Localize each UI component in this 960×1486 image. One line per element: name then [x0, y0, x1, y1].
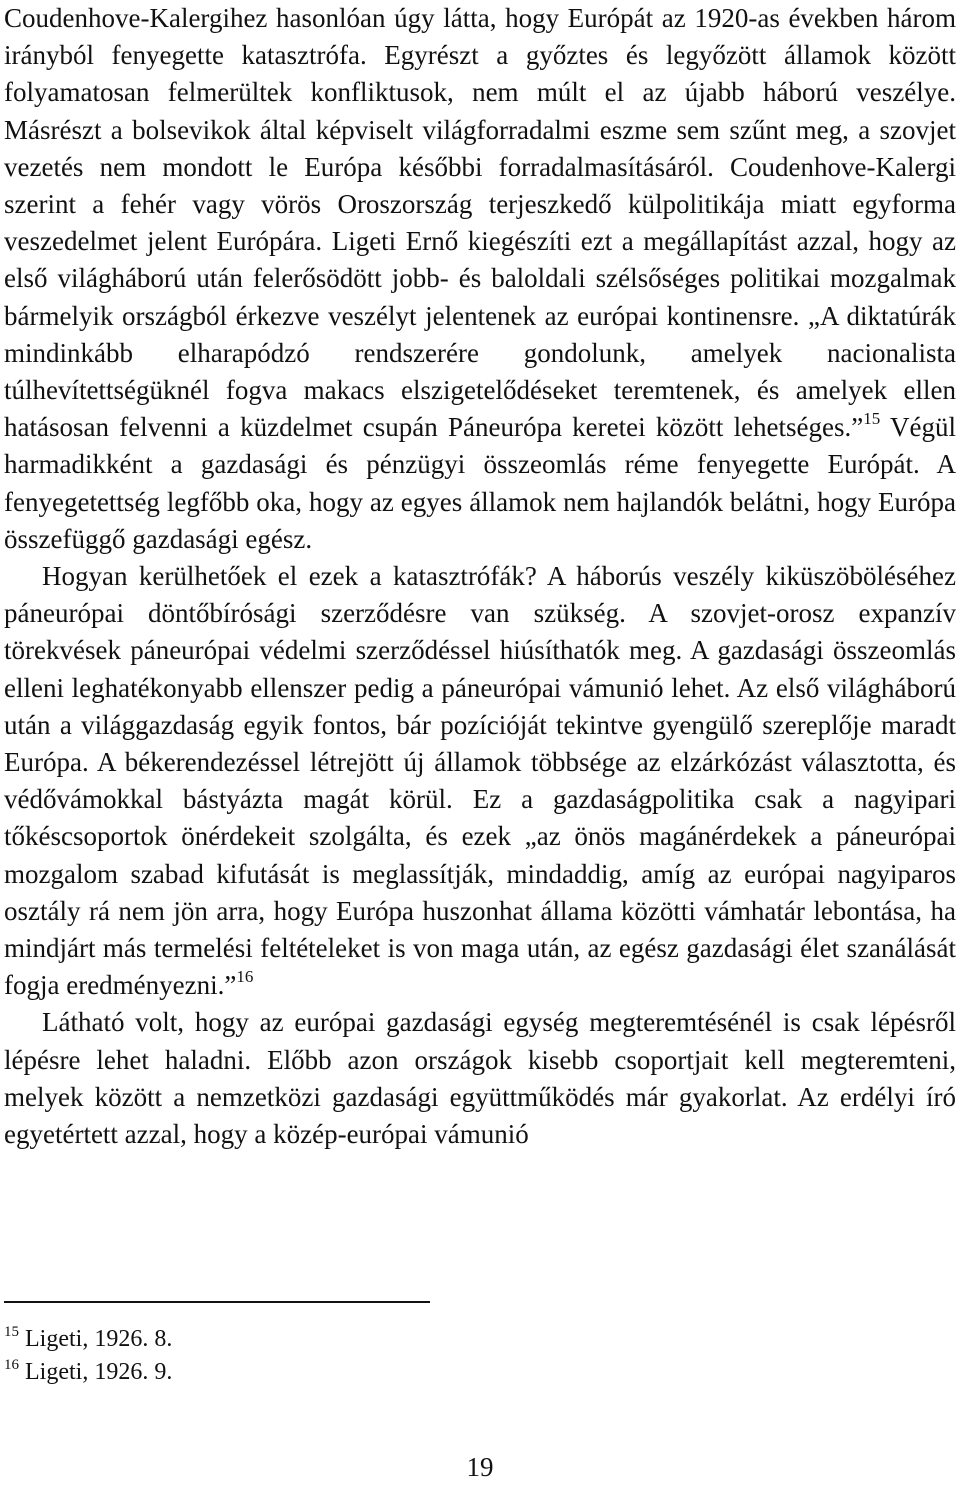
footnote-number: 16 [4, 1357, 19, 1373]
footnotes [4, 1323, 704, 1389]
paragraph [4, 1004, 956, 1153]
paragraph-text: Hogyan kerülhetőek el ezek a katasztrófák? A háborús veszély kiküszöböléséhez páneurópai döntőbírósági szerződésre van szükség. A szovjet-orosz expanzív törekvések páneurópai védelmi szerződéssel hiúsíthatók meg. A gazdasági összeomlás elleni leghatékonyabb ellenszer pedig a páneurópai vámunió lehet. Az első világháború után a világgazdaság egyik fontos, bár pozícióját tekintve gyengülő szereplője maradt Európa. A békerendezéssel létrejött új államok többsége az elzárkózást választotta, és védővámokkal bástyázta magát körül. Ez a gazdaságpolitika csak a nagyipari tőkéscsoportok önérdekeit szolgálta, és ezek „az önös magánérdekek a páneurópai mozgalom szabad kifutását is meglassítják, mindaddig, amíg az európai nagyiparos osztály rá nem jön arra, hogy Európa huszonhat állama közötti vámhatár lebontása, ha mindjárt más termelési feltételeket is von maga után, az egész gazdasági élet szanálását fogja eredményezni.” [4, 561, 956, 1001]
paragraph [4, 0, 956, 558]
body-text [4, 0, 956, 1153]
footnote-number: 15 [4, 1324, 19, 1340]
footnote-text: Ligeti, 1926. 8. [19, 1326, 173, 1352]
paragraph-text: Coudenhove-Kalergihez hasonlóan úgy látta, hogy Európát az 1920-as években három irányból fenyegette katasztrófa. Egyrészt a győztes és legyőzött államok között folyamatosan felmerültek konfliktusok, nem múlt el az újabb háború veszélye. Másrészt a bolsevikok által képviselt világforradalmi eszme sem szűnt meg, a szovjet vezetés nem mondott le Európa későbbi forradalmasításáról. Coudenhove-Kalergi szerint a fehér vagy vörös Oroszország terjeszkedő külpolitikája miatt egyforma veszedelmet jelent Európára. Ligeti Ernő kiegészíti ezt a megállapítást azzal, hogy az első világháború után felerősödött jobb- és baloldali szélsőséges politikai mozgalmak bármelyik országból érkezve veszélyt jelentenek az európai kontinensre. „A diktatúrák mindinkább elharapódzó rendszerére gondolunk, amelyek nacionalista túlhevítettségüknél fogva makacs elszigetelődéseket teremtenek, és amelyek ellen hatásosan felvenni a küzdelmet csupán Páneurópa keretei között lehetséges.” [4, 3, 956, 443]
page-number: 19 [466, 1452, 494, 1482]
paragraph-text: Végül harmadikként a gazdasági és pénzügyi összeomlás réme fenyegette Európát. A fenyegetettség legfőbb oka, hogy az egyes államok nem hajlandók belátni, hogy Európa összefüggő gazdasági egész. [4, 412, 956, 554]
footnote-text: Ligeti, 1926. 9. [19, 1359, 173, 1385]
footnote [4, 1323, 704, 1356]
paragraph [4, 558, 956, 1004]
footnote-separator [4, 1301, 430, 1303]
footnote-reference: 16 [236, 967, 254, 987]
footnote-reference: 15 [863, 409, 881, 429]
paragraph-text: Látható volt, hogy az európai gazdasági egység megteremtésénél is csak lépésről lépésre lehet haladni. Előbb azon országok kisebb csoportjait kell megteremteni, melyek között a nemzetközi gazdasági együttműködés már gyakorlat. Az erdélyi író egyetértett azzal, hogy a közép-európai vámunió [4, 1007, 956, 1150]
footnote [4, 1356, 704, 1389]
